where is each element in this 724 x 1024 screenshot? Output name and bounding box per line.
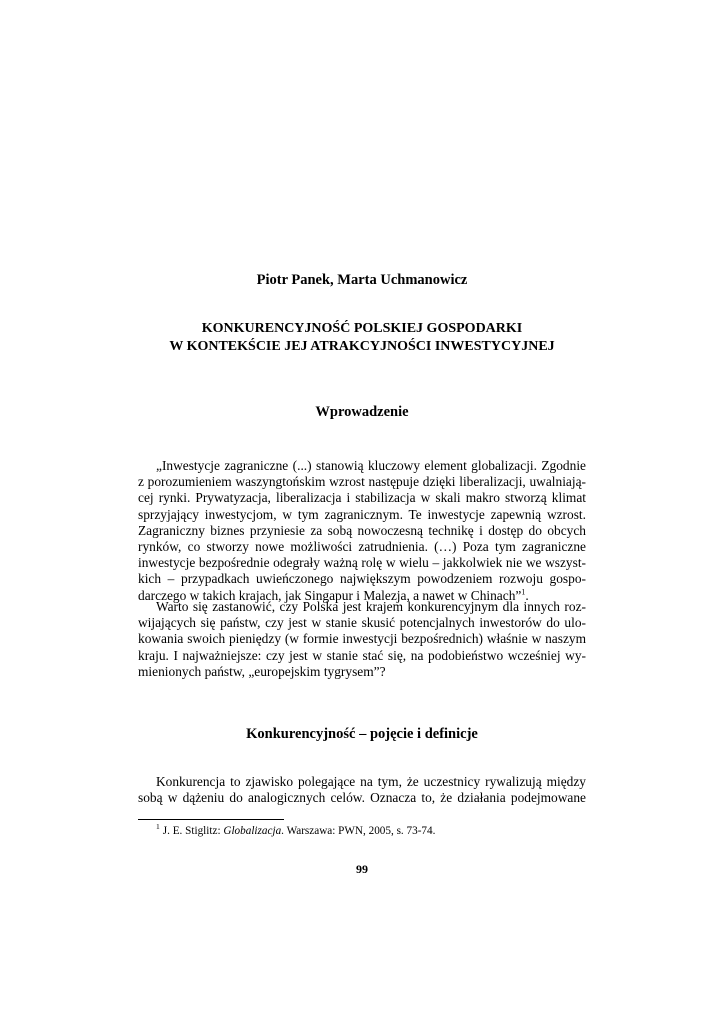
footnote-reference: 1	[521, 587, 526, 597]
paragraph-line: mienionych państw, „europejskim tygrysem”?	[138, 663, 386, 679]
paragraph-konkurencja	[138, 774, 586, 806]
footnote-book-title: Globalizacja	[223, 825, 282, 837]
section-heading-intro: Wprowadzenie	[315, 404, 409, 420]
paragraph-line: inwestycje bezpośrednie odegrały ważną rolę w wielu – jakkolwiek nie we wszyst-	[138, 555, 586, 571]
page-number: 99	[356, 862, 368, 876]
paragraph-line: rynków, co stworzy nowe możliwości zatrudnienia. (…) Poza tym zagraniczne	[138, 538, 586, 554]
paragraph-line: sobą w dążeniu do analogicznych celów. Oznacza to, że działania podejmowane	[138, 790, 586, 806]
article-title	[0, 320, 724, 356]
paragraph-line: Zagraniczny biznes przyniesie za sobą nowoczesną technikę i dostęp do obcych	[138, 522, 586, 538]
paragraph-line: „Inwestycje zagraniczne (...) stanowią kluczowy element globalizacji. Zgodnie	[156, 458, 586, 473]
paragraph-line: wijających się państw, czy jest w stanie skusić potencjalnych inwestorów do ulo-	[138, 615, 586, 631]
paragraph-line-text: darczego w takich krajach, jak Singapur i Malezja, a nawet w Chinach”	[138, 587, 522, 603]
footnote-text-before: J. E. Stiglitz:	[162, 825, 224, 837]
paragraph-line: z porozumieniem waszyngtońskim wzrost następuje dzięki liberalizacji, uwalniają-	[138, 474, 586, 490]
footnote-text-after: . Warszawa: PWN, 2005, s. 73-74.	[281, 825, 436, 837]
paragraph-line: Warto się zastanowić, czy Polska jest krajem konkurencyjnym dla innych roz-	[156, 599, 586, 614]
paragraph-line: sprzyjający inwestycjom, w tym zagranicznym. Te inwestycje zapewnią wzrost.	[138, 506, 586, 522]
title-line-1: KONKURENCYJNOŚĆ POLSKIEJ GOSPODARKI	[201, 321, 523, 336]
paragraph-line: cej rynki. Prywatyzacja, liberalizacja i stabilizacja w skali makro stworzą klimat	[138, 490, 586, 506]
section-heading-konkurencyjnosc: Konkurencyjność – pojęcie i definicje	[246, 726, 478, 742]
footnote-mark: 1	[156, 822, 160, 832]
authors: Piotr Panek, Marta Uchmanowicz	[256, 272, 468, 288]
paragraph-line: kich – przypadkach uwieńczonego największym powodzeniem rozwoju gospo-	[138, 571, 586, 587]
paragraph-line: kraju. I najważniejsze: czy jest w stanie stać się, na podobieństwo wcześniej wy-	[138, 647, 586, 663]
footnote	[156, 824, 435, 838]
footnote-divider	[138, 819, 284, 820]
paragraph-line: kowania swoich pieniędzy (w formie inwestycji bezpośrednich) właśnie w naszym	[138, 631, 586, 647]
paragraph-line-last: darczego w takich krajach, jak Singapur i Malezja, a nawet w Chinach”$^1$.	[138, 587, 529, 603]
paragraph-line: Konkurencja to zjawisko polegające na tym, że uczestnicy rywalizują między	[156, 774, 586, 789]
paragraph-quote	[138, 458, 586, 604]
title-line-2: W KONTEKŚCIE JEJ ATRAKCYJNOŚCI INWESTYCYJNEJ	[169, 339, 555, 354]
paragraph-question	[138, 599, 586, 680]
